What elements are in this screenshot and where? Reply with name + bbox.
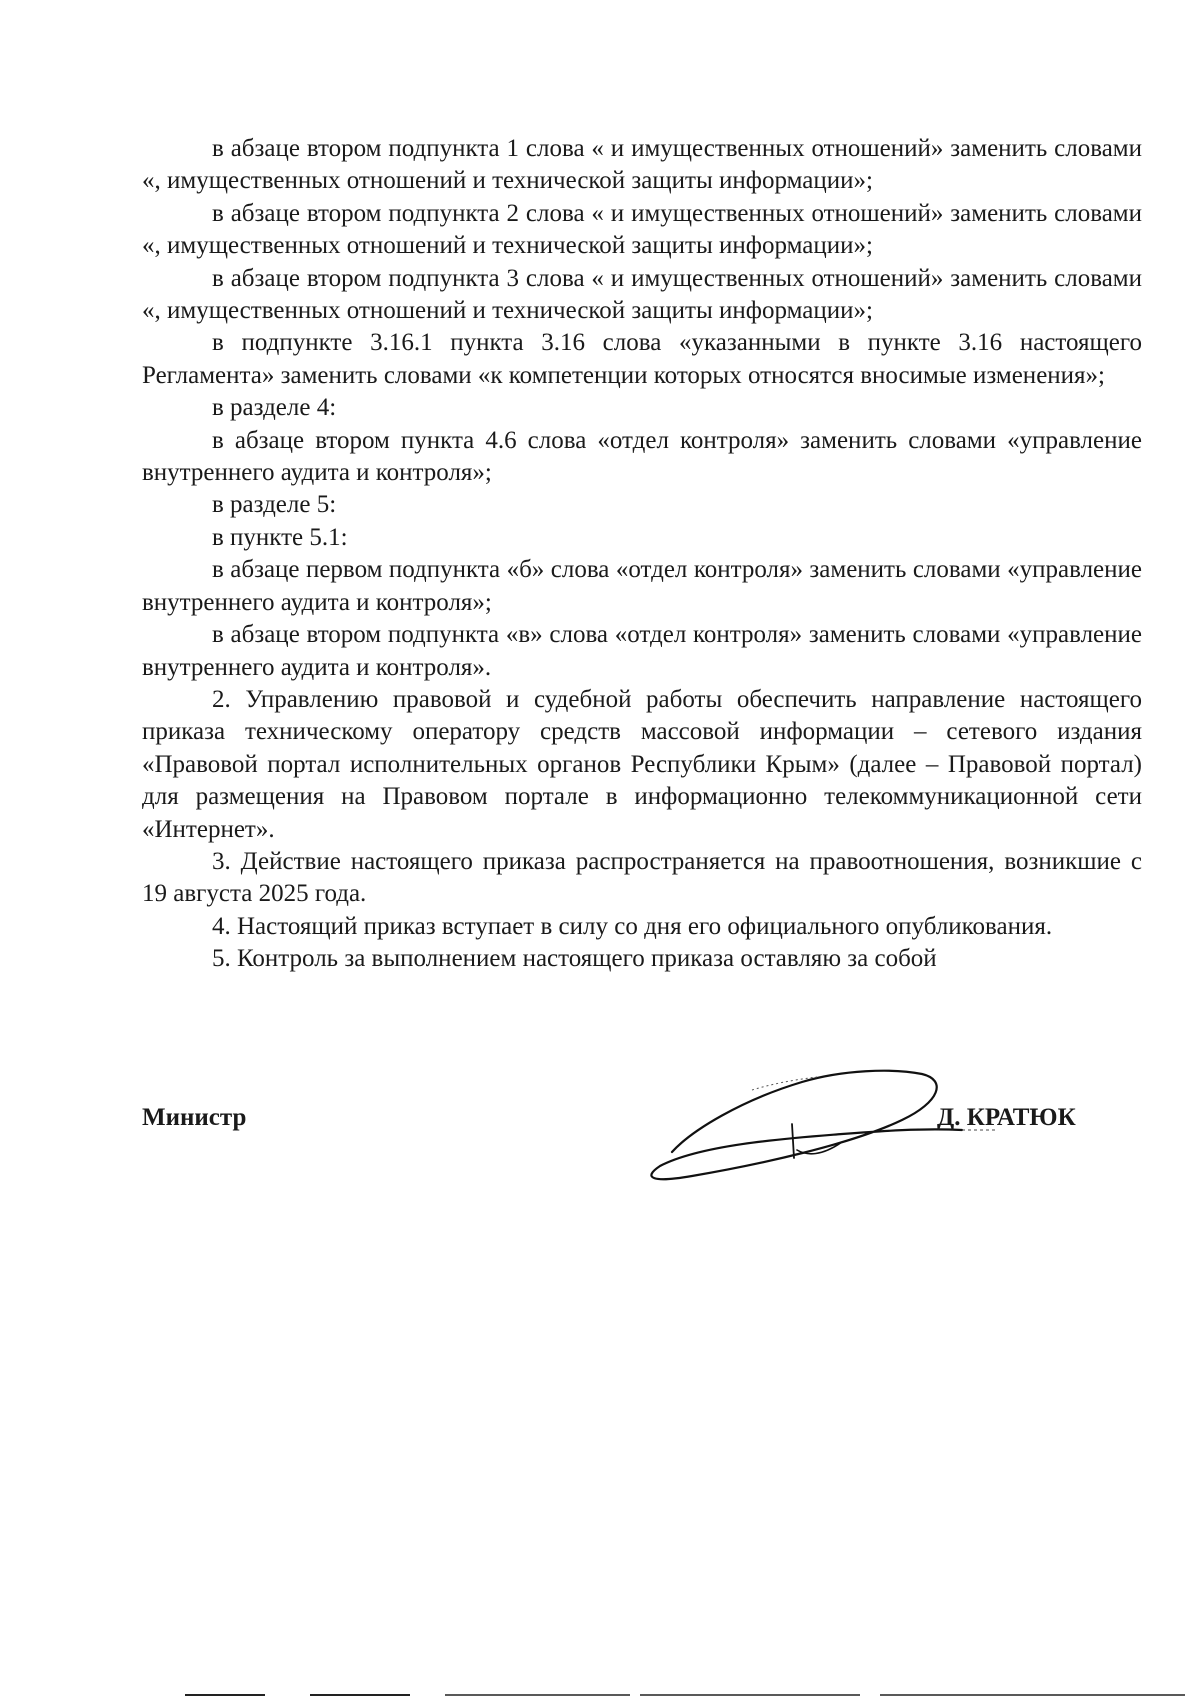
paragraph-10: в абзаце втором подпункта «в» слова «отдел контроля» заменить словами «управление внутреннего аудита и контроля». xyxy=(142,621,1142,681)
paragraph-7: в разделе 5: xyxy=(212,491,337,519)
paragraph-11: 2. Управлению правовой и судебной работы обеспечить направление настоящего приказа техническому оператору средств массовой информации – сетевого издания «Правовой портал исполнительных органов Республики Крым» (далее – Правовой портал) для размещения на Правовом портале в информационно телекоммуникационной сети «Интернет». xyxy=(142,685,1142,843)
paragraph-12: 3. Действие настоящего приказа распространяется на правоотношения, возникшие с 19 августа 2025 года. xyxy=(142,847,1142,908)
paragraph-1: в абзаце втором подпункта 1 слова « и имущественных отношений» заменить словами «, имущественных отношений и технической защиты информации»; xyxy=(142,135,1142,195)
paragraph-3: в абзаце втором подпункта 3 слова « и имущественных отношений» заменить словами «, имущественных отношений и технической защиты информации»; xyxy=(142,264,1142,325)
paragraph-13: 4. Настоящий приказ вступает в силу со дня его официального опубликования. xyxy=(212,912,1053,940)
paragraph-9: в абзаце первом подпункта «б» слова «отдел контроля» заменить словами «управление внутреннего аудита и контроля»; xyxy=(142,556,1142,616)
paragraph-14: 5. Контроль за выполнением настоящего приказа оставляю за собой xyxy=(212,945,937,973)
paragraph-8: в пункте 5.1: xyxy=(212,523,348,551)
signature-block xyxy=(142,1060,1142,1200)
paragraph-4: в подпункте 3.16.1 пункта 3.16 слова «указанными в пункте 3.16 настоящего Регламента» заменить словами «к компетенции которых относятся вносимые изменения»; xyxy=(142,329,1142,389)
paragraph-5: в разделе 4: xyxy=(212,394,337,422)
document-body xyxy=(142,133,1142,976)
signer-title: Министр xyxy=(142,1104,247,1131)
signer-name: Д. КРАТЮК xyxy=(937,1104,1076,1131)
paragraph-2: в абзаце втором подпункта 2 слова « и имущественных отношений» заменить словами «, имущественных отношений и технической защиты информации»; xyxy=(142,199,1142,260)
paragraph-6: в абзаце втором пункта 4.6 слова «отдел контроля» заменить словами «управление внутреннего аудита и контроля»; xyxy=(142,426,1142,487)
scan-edge-marks xyxy=(0,1690,1200,1701)
